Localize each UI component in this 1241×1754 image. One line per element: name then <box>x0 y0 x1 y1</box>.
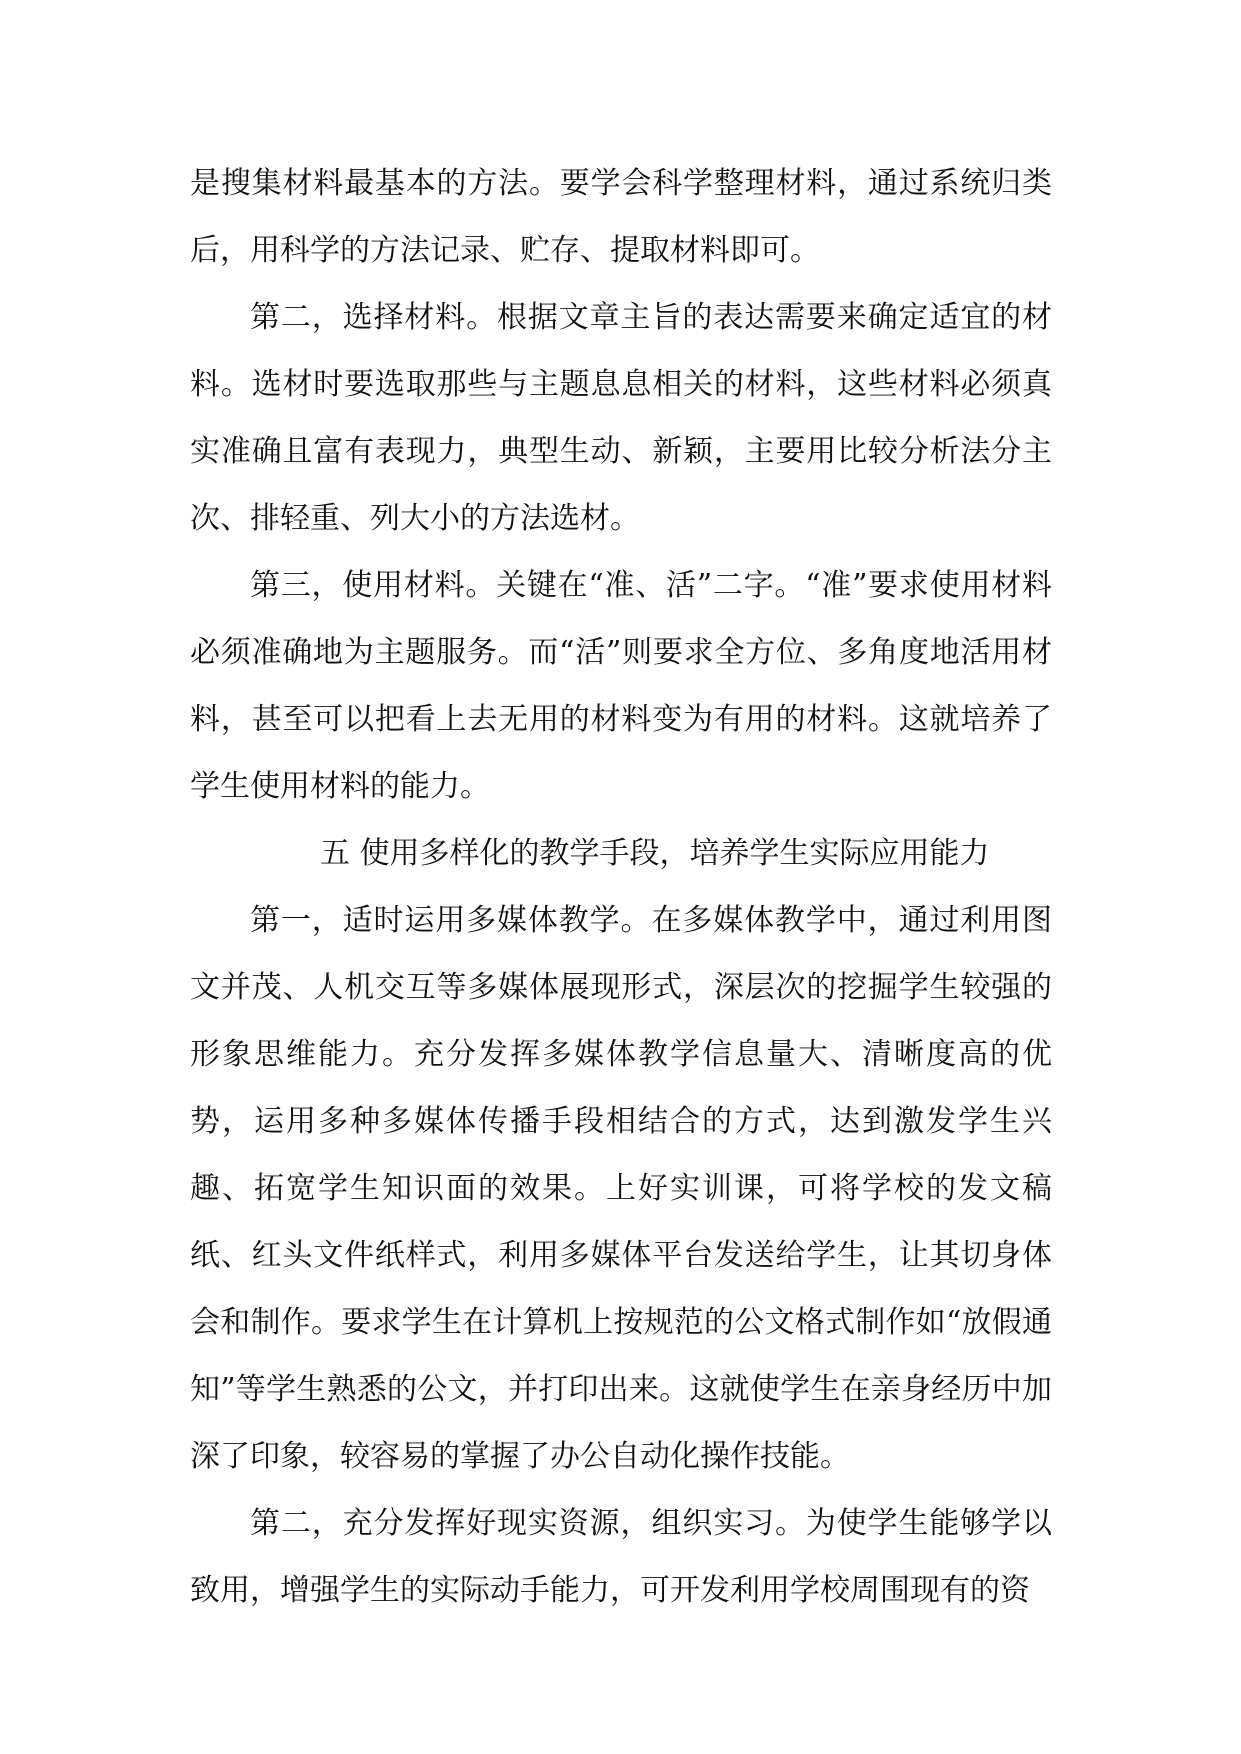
paragraph-materials-collection-end: 是搜集材料最基本的方法。要学会科学整理材料，通过系统归类后，用科学的方法记录、贮存、提取材料即可。 <box>190 166 1052 268</box>
document-body <box>190 150 1052 1624</box>
section-heading: 五 使用多样化的教学手段，培养学生实际应用能力 <box>320 836 990 871</box>
paragraph-internship-resources: 第二，充分发挥好现实资源，组织实习。为使学生能够学以致用，增强学生的实际动手能力，可开发利用学校周围现有的资 <box>190 1506 1052 1608</box>
paragraph-use-materials: 第三，使用材料。关键在“准、活”二字。“准”要求使用材料必须准确地为主题服务。而“活”则要求全方位、多角度地活用材料，甚至可以把看上去无用的材料变为有用的材料。这就培养了学生使用材料的能力。 <box>190 568 1052 804</box>
paragraph-multimedia-teaching: 第一，适时运用多媒体教学。在多媒体教学中，通过利用图文并茂、人机交互等多媒体展现形式，深层次的挖掘学生较强的形象思维能力。充分发挥多媒体教学信息量大、清晰度高的优势，运用多种多媒体传播手段相结合的方式，达到激发学生兴趣、拓宽学生知识面的效果。上好实训课，可将学校的发文稿纸、红头文件纸样式，利用多媒体平台发送给学生，让其切身体会和制作。要求学生在计算机上按规范的公文格式制作如“放假通知”等学生熟悉的公文，并打印出来。这就使学生在亲身经历中加深了印象，较容易的掌握了办公自动化操作技能。 <box>190 903 1052 1474</box>
paragraph-select-materials: 第二，选择材料。根据文章主旨的表达需要来确定适宜的材料。选材时要选取那些与主题息息相关的材料，这些材料必须真实准确且富有表现力，典型生动、新颖，主要用比较分析法分主次、排轻重、列大小的方法选材。 <box>190 300 1052 536</box>
